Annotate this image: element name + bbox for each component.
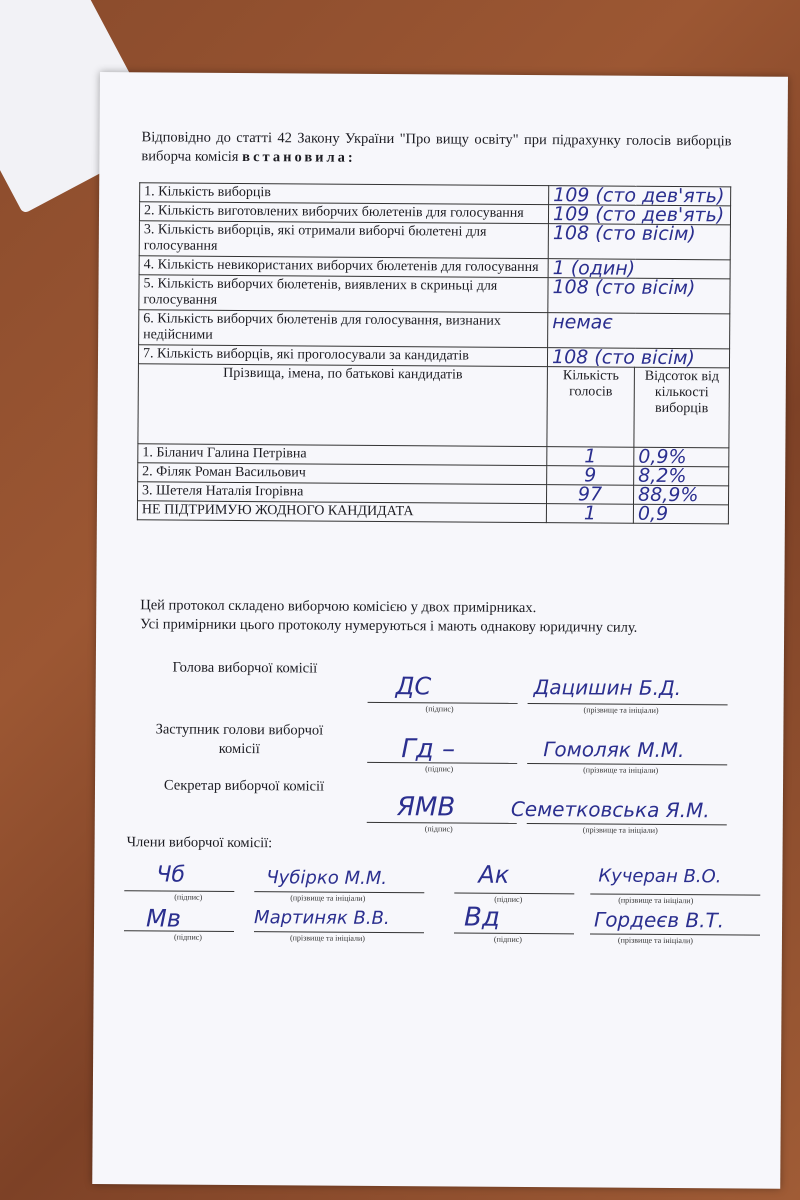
name-caption: (прізвище та ініціали) <box>290 893 366 903</box>
row-value: 109 (сто дев'ять) <box>548 205 730 225</box>
candidate-percent: 0,9 <box>633 504 728 524</box>
intro-paragraph <box>141 128 731 170</box>
signature-caption: (підпис) <box>493 934 523 944</box>
closing-paragraph <box>140 596 732 638</box>
member-signature: Чб <box>156 862 186 888</box>
candidate-votes: 1 <box>547 447 634 467</box>
signature-caption: (підпис) <box>494 894 523 904</box>
secretary-label: Секретар виборчої комісії <box>163 777 325 795</box>
header-percent: Відсоток від кількості виборців <box>634 367 730 448</box>
intro-emphasis: встановила: <box>242 148 356 166</box>
signature-caption: (підпис) <box>425 764 454 774</box>
member-name-3: Мартиняк В.В. <box>254 907 390 930</box>
member-name-4: Гордеєв В.Т. <box>594 907 725 933</box>
protocol-document <box>92 72 788 1189</box>
signature-caption: (підпис) <box>174 892 203 902</box>
name-caption: (прізвище та ініціали) <box>583 705 659 715</box>
deputy-signature: Гд – <box>401 734 456 765</box>
row-label: 2. Кількість виготовлених виборчих бюлетенів для голосування <box>139 202 548 224</box>
candidate-percent: 8,2% <box>634 466 729 486</box>
row-label: 1. Кількість виборців <box>140 183 549 205</box>
row-value: 109 (сто дев'ять) <box>549 186 731 206</box>
candidate-percent: 88,9% <box>633 485 728 505</box>
candidates-header-row <box>138 364 730 448</box>
candidate-percent: 0,9% <box>634 447 729 467</box>
candidate-votes: 97 <box>546 485 633 505</box>
table-row <box>139 275 730 314</box>
name-caption: (прізвище та ініціали) <box>289 933 366 943</box>
protocol-table <box>137 182 731 524</box>
header-votes: Кількість голосів <box>547 367 635 448</box>
chair-label: Голова виборчої комісії <box>172 659 318 677</box>
row-value: 108 (сто вісім) <box>547 348 729 368</box>
deputy-label: Заступник голови виборчої комісії <box>155 721 324 758</box>
candidate-row <box>137 501 728 524</box>
member-name-2: Кучеран В.О. <box>598 865 722 888</box>
name-caption: (прізвище та ініціали) <box>618 895 694 906</box>
candidate-name: НЕ ПІДТРИМУЮ ЖОДНОГО КАНДИДАТА <box>137 501 546 523</box>
secretary-name: Семетковська Я.М. <box>510 796 710 823</box>
candidate-name: 1. Біланич Галина Петрівна <box>138 444 547 466</box>
row-value: немає <box>548 313 730 349</box>
row-value: 1 (один) <box>548 259 730 279</box>
row-label: 4. Кількість невикористаних виборчих бюлетенів для голосування <box>139 256 548 278</box>
deputy-name: Гомоляк М.М. <box>543 737 685 763</box>
row-value: 108 (сто вісім) <box>548 224 730 260</box>
name-caption: (прізвище та ініціали) <box>617 935 694 946</box>
name-caption: (прізвище та ініціали) <box>583 765 659 775</box>
closing-line-1: Цей протокол складено виборчою комісією у двох примірниках. <box>140 597 537 617</box>
candidate-name: 2. Філяк Роман Васильович <box>138 463 547 485</box>
row-value: 108 (сто вісім) <box>548 278 730 314</box>
candidate-votes: 1 <box>546 504 633 524</box>
chair-signature: ДС <box>395 672 432 701</box>
row-label: 3. Кількість виборців, які отримали виборчі бюлетені для голосування <box>139 221 548 259</box>
member-signature: Мв <box>145 904 182 933</box>
table-row <box>139 221 730 260</box>
row-label: 7. Кількість виборців, які проголосували за кандидатів <box>138 345 547 367</box>
member-name-1: Чубірко М.М. <box>266 867 388 890</box>
table-row <box>139 310 730 349</box>
chair-name: Дацишин Б.Д. <box>533 675 682 701</box>
header-candidate-name: Прізвища, імена, по батькові кандидатів <box>138 364 548 447</box>
members-title: Члени виборчої комісії: <box>126 834 273 852</box>
secretary-signature: ЯМВ <box>396 792 456 823</box>
signature-caption: (підпис) <box>173 932 203 942</box>
row-label: 5. Кількість виборчих бюлетенів, виявлених в скриньці для голосування <box>139 275 548 313</box>
member-signature: Ак <box>478 860 510 889</box>
row-label: 6. Кількість виборчих бюлетенів для голосування, визнаних недійсними <box>139 310 548 348</box>
name-caption: (прізвище та ініціали) <box>582 825 658 835</box>
intro-text: Відповідно до статті 42 Закону України "Про вищу освіту" при підрахунку голосів виборців виборча комісія <box>141 129 732 165</box>
signature-caption: (підпис) <box>425 704 454 714</box>
candidate-name: 3. Шетеля Наталія Ігорівна <box>138 482 547 504</box>
closing-line-2: Усі примірники цього протоколу нумеруються і мають однакову юридичну силу. <box>140 616 638 636</box>
signature-caption: (підпис) <box>424 824 453 834</box>
candidate-votes: 9 <box>547 466 634 486</box>
member-signature: Вд <box>464 902 501 933</box>
